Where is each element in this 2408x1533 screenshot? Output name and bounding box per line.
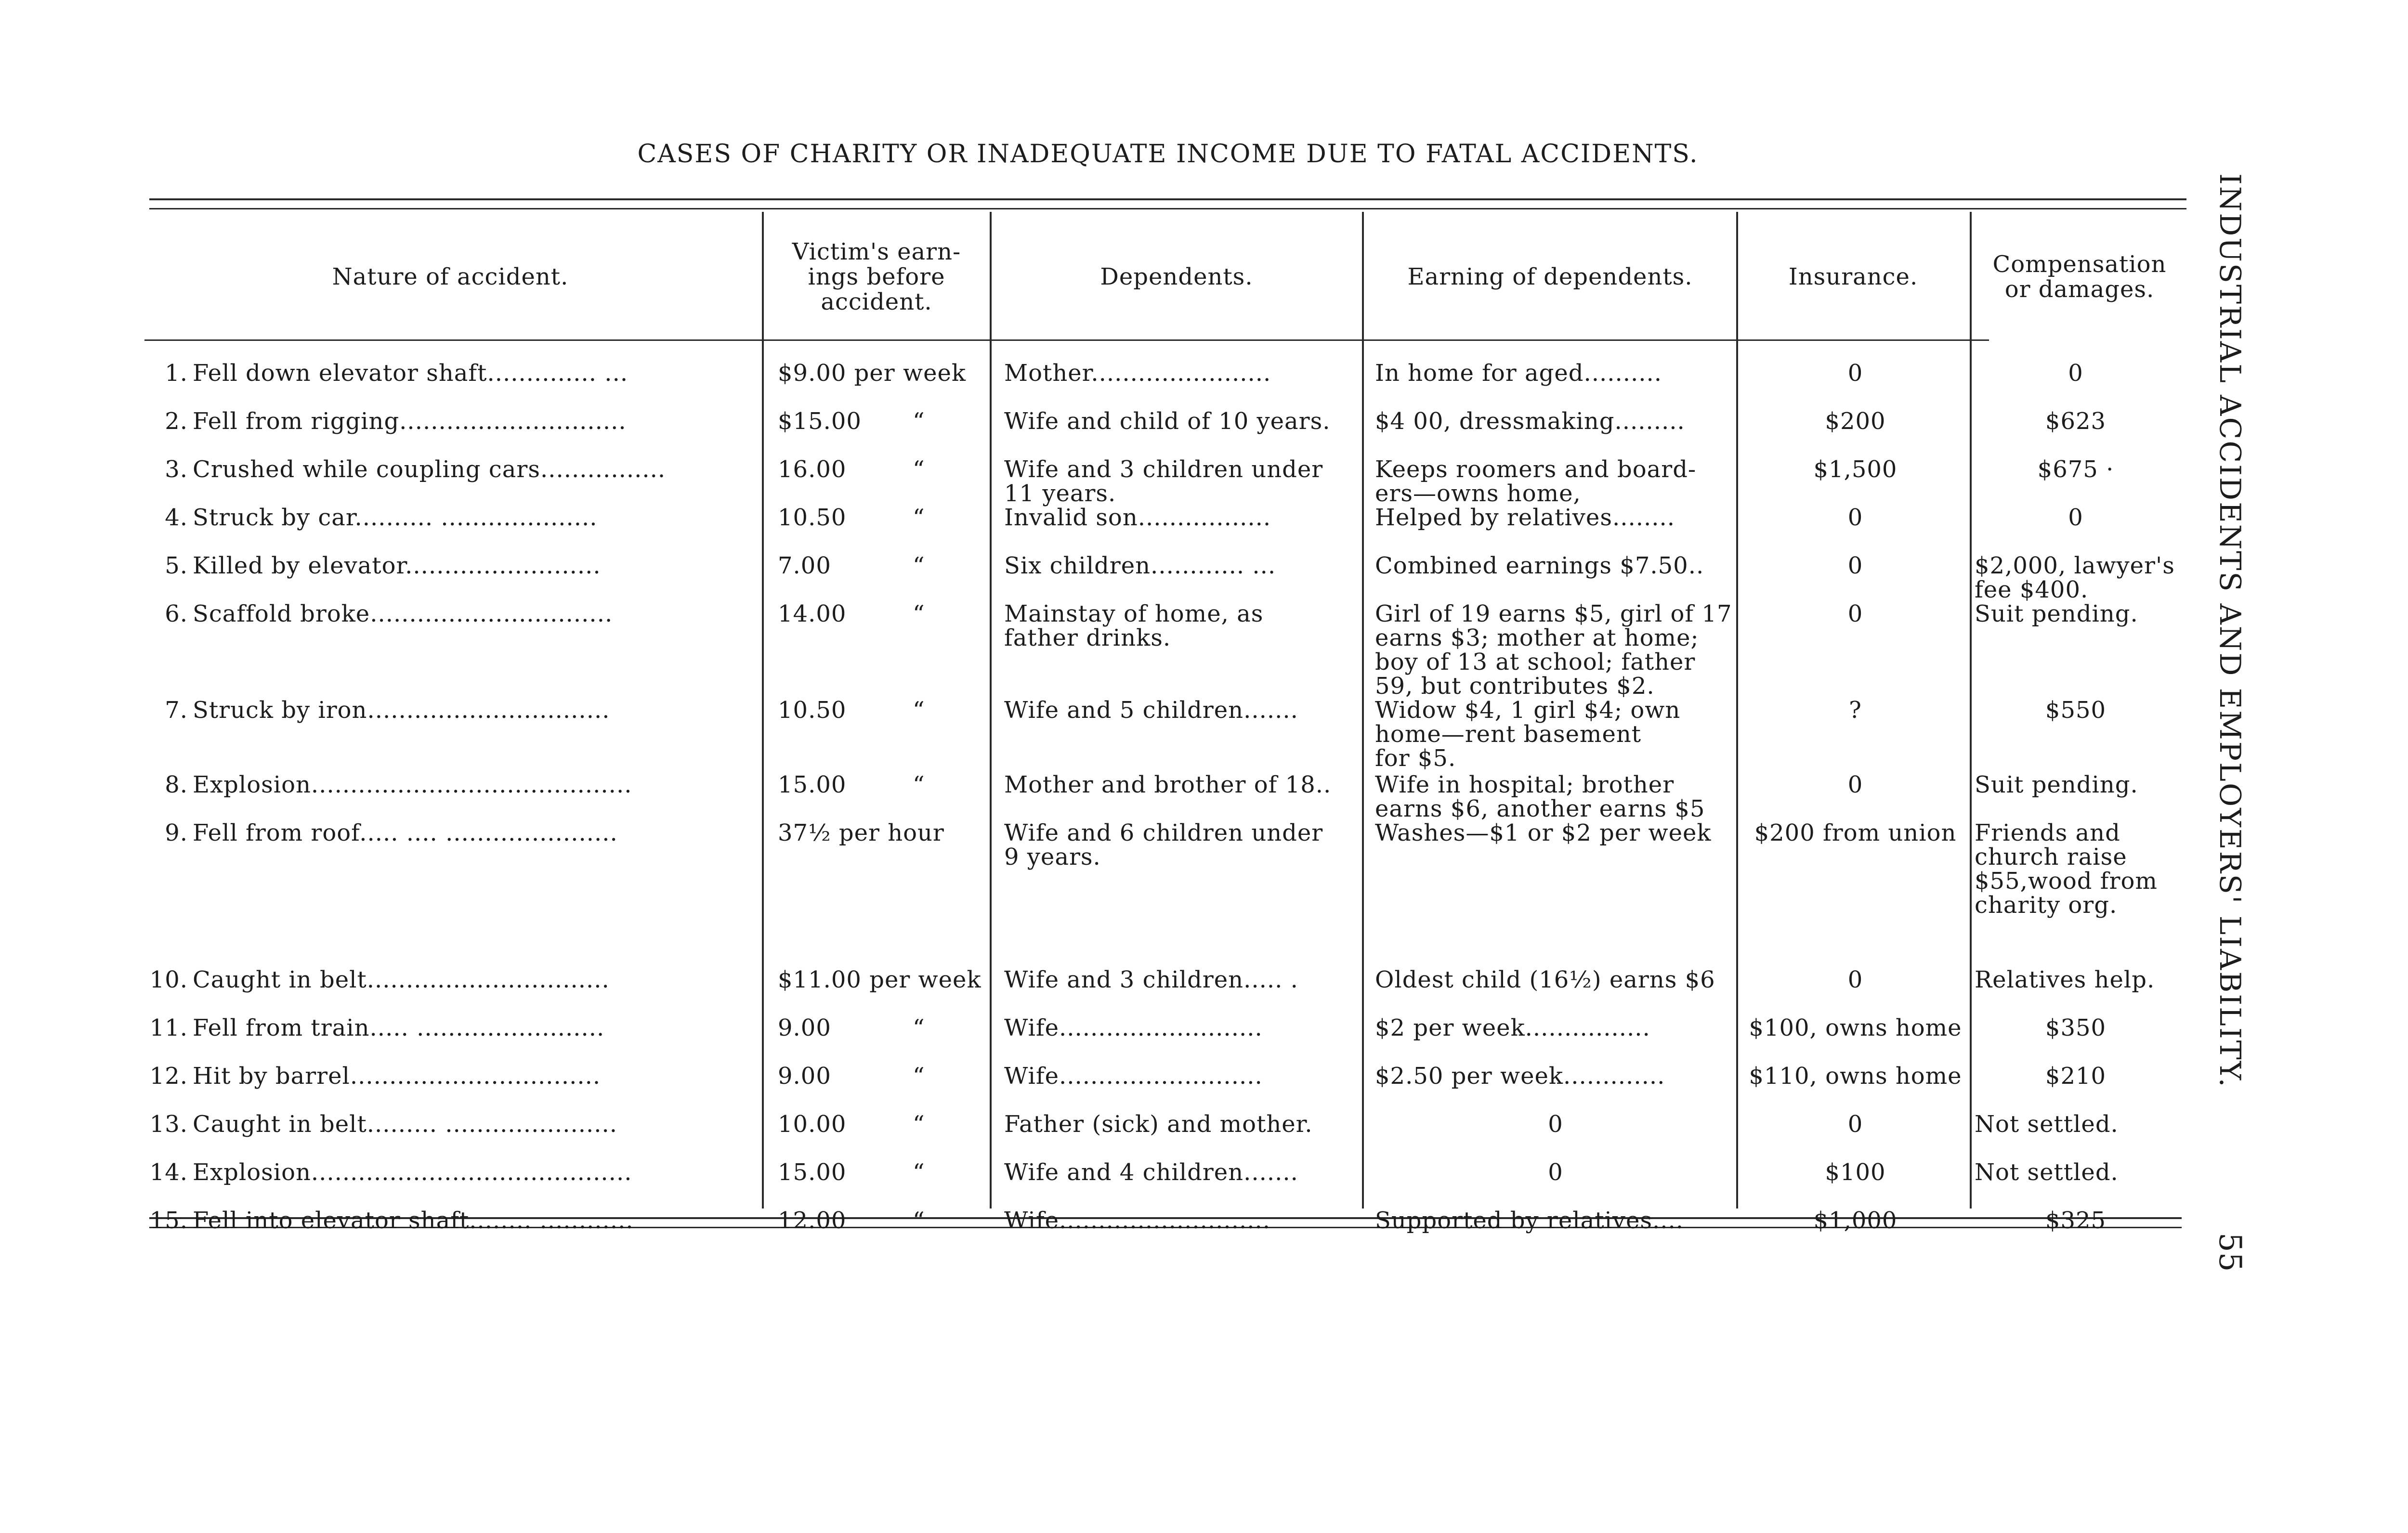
cell-comp: Suit pending. (1975, 771, 2138, 798)
cell-comp: Relatives help. (1975, 966, 2155, 993)
cell-dep-earn: Widow $4, 1 girl $4; own home—rent basement for $5. (1375, 697, 1681, 772)
cell-earn-unit: “ (913, 1111, 925, 1138)
cell-earn-unit: “ (913, 1063, 925, 1090)
cell-earn-amt: $9.00 per week (778, 360, 966, 387)
cell-insurance: $100 (1825, 1159, 1886, 1186)
header-dependent-earnings: Earning of dependents. (1407, 263, 1693, 290)
top-rule (149, 198, 2186, 200)
cell-earn-amt: $15.00 (778, 408, 862, 435)
cell-dep-earn: In home for aged.......... (1375, 360, 1662, 387)
cell-earn-unit: “ (913, 504, 925, 531)
cell-insurance: $200 from union (1754, 819, 1957, 846)
column-divider (990, 212, 992, 1208)
cell-earn-unit: “ (913, 552, 925, 579)
cell-nature: Fell from rigging............................. (193, 408, 627, 435)
cell-insurance: $1,500 (1813, 456, 1898, 483)
cell-dependents: Mainstay of home, as father drinks. (1004, 600, 1264, 651)
cell-comp: Not settled. (1975, 1159, 2119, 1186)
header-compensation: Compensation or damages. (1992, 251, 2167, 303)
cell-earn-amt: 10.50 (778, 697, 847, 724)
cell-nature: Caught in belt......... ...................... (193, 1111, 617, 1138)
cell-dep-earn: $2 per week................ (1375, 1014, 1650, 1041)
cell-dependents: Wife and 5 children....... (1004, 697, 1298, 724)
cell-num: 9. (165, 819, 188, 846)
cell-insurance: 0 (1847, 504, 1863, 531)
cell-earn-unit: “ (913, 1159, 925, 1186)
cell-earn-amt: 16.00 (778, 456, 847, 483)
cell-insurance: $1,000 (1813, 1207, 1898, 1234)
cell-dep-earn: Washes—$1 or $2 per week (1375, 819, 1712, 846)
cell-insurance: $110, owns home (1749, 1063, 1962, 1090)
cell-earn-unit: “ (913, 1207, 925, 1234)
cell-comp: $2,000, lawyer's fee $400. (1975, 552, 2175, 603)
cell-dependents: Wife.......................... (1004, 1063, 1263, 1090)
cell-num: 15. (149, 1207, 188, 1234)
cell-dependents: Wife and 4 children....... (1004, 1159, 1298, 1186)
cell-comp: $675 · (2037, 456, 2114, 483)
cell-dep-earn: $2.50 per week............. (1375, 1063, 1665, 1090)
header-nature: Nature of accident. (332, 263, 569, 290)
cell-earn-amt: 12.00 (778, 1207, 847, 1234)
cell-earn-amt: $11.00 per week (778, 966, 982, 993)
cell-nature: Struck by car.......... .................... (193, 504, 598, 531)
cell-insurance: ? (1849, 697, 1862, 724)
cell-insurance: 0 (1847, 600, 1863, 627)
cell-dep-earn: 0 (1548, 1111, 1563, 1138)
cell-comp: $623 (2045, 408, 2107, 435)
cell-dep-earn: Helped by relatives........ (1375, 504, 1675, 531)
cell-dependents: Wife and 3 children under 11 years. (1004, 456, 1323, 507)
cell-comp: $210 (2045, 1063, 2107, 1090)
cell-comp: $550 (2045, 697, 2107, 724)
top-rule-2 (149, 208, 2186, 209)
header-insurance: Insurance. (1788, 263, 1918, 290)
cell-dep-earn: Wife in hospital; brother earns $6, another earns $5 (1375, 771, 1705, 822)
cell-insurance: 0 (1847, 552, 1863, 579)
column-divider (1970, 212, 1972, 1208)
cell-num: 6. (165, 600, 188, 627)
cell-insurance: 0 (1847, 771, 1863, 798)
cell-dependents: Father (sick) and mother. (1004, 1111, 1313, 1138)
cell-insurance: 0 (1847, 1111, 1863, 1138)
cell-earn-amt: 9.00 (778, 1063, 831, 1090)
cell-earn-amt: 15.00 (778, 1159, 847, 1186)
cell-num: 4. (165, 504, 188, 531)
cell-num: 14. (149, 1159, 188, 1186)
cell-comp: 0 (2068, 504, 2083, 531)
cell-nature: Fell down elevator shaft.............. ... (193, 360, 628, 387)
cell-nature: Caught in belt............................... (193, 966, 610, 993)
cell-num: 1. (165, 360, 188, 387)
cell-dependents: Wife and 3 children..... . (1004, 966, 1298, 993)
running-head: INDUSTRIAL ACCIDENTS AND EMPLOYERS' LIABILITY. (2213, 173, 2247, 1089)
cell-dep-earn: Supported by relatives.... (1375, 1207, 1684, 1234)
cell-earn-amt: 10.00 (778, 1111, 847, 1138)
cell-earn-amt: 9.00 (778, 1014, 831, 1041)
cell-num: 13. (149, 1111, 188, 1138)
cell-comp: Suit pending. (1975, 600, 2138, 627)
page-number: 55 (2212, 1233, 2248, 1272)
cell-comp: 0 (2068, 360, 2083, 387)
cell-earn-amt: 10.50 (778, 504, 847, 531)
cell-nature: Crushed while coupling cars................ (193, 456, 666, 483)
cell-num: 5. (165, 552, 188, 579)
cell-comp: $350 (2045, 1014, 2107, 1041)
cell-insurance: $100, owns home (1749, 1014, 1962, 1041)
cell-dependents: Wife.......................... (1004, 1014, 1263, 1041)
header-dependents: Dependents. (1100, 263, 1253, 290)
cell-dependents: Mother and brother of 18.. (1004, 771, 1332, 798)
cell-num: 2. (165, 408, 188, 435)
cell-dep-earn: Keeps roomers and board- ers—owns home, (1375, 456, 1697, 507)
cell-nature: Fell from roof..... .... ...................... (193, 819, 618, 846)
column-divider (762, 212, 764, 1208)
cell-earn-unit: “ (913, 771, 925, 798)
cell-nature: Explosion......................................... (193, 771, 632, 798)
cell-nature: Scaffold broke............................... (193, 600, 613, 627)
cell-nature: Fell into elevator shaft........ ............ (193, 1207, 634, 1234)
cell-earn-unit: “ (913, 456, 925, 483)
cell-num: 3. (165, 456, 188, 483)
cell-earn-amt: 37½ per hour (778, 819, 944, 846)
cell-earn-amt: 7.00 (778, 552, 831, 579)
cell-num: 11. (149, 1014, 188, 1041)
cell-num: 8. (165, 771, 188, 798)
cell-nature: Hit by barrel................................ (193, 1063, 601, 1090)
cell-dependents: Invalid son................. (1004, 504, 1271, 531)
cell-dependents: Wife........................... (1004, 1207, 1270, 1234)
cell-insurance: $200 (1825, 408, 1886, 435)
cell-dep-earn: Oldest child (16½) earns $6 (1375, 966, 1715, 993)
cell-comp: Friends and church raise $55,wood from charity org. (1975, 819, 2158, 919)
cell-num: 10. (149, 966, 188, 993)
cell-dependents: Six children............ ... (1004, 552, 1276, 579)
cell-earn-unit: “ (913, 600, 925, 627)
cell-comp: Not settled. (1975, 1111, 2119, 1138)
cell-dependents: Wife and 6 children under 9 years. (1004, 819, 1323, 870)
cell-dependents: Wife and child of 10 years. (1004, 408, 1331, 435)
cell-earn-unit: “ (913, 408, 925, 435)
cell-insurance: 0 (1847, 966, 1863, 993)
cell-nature: Killed by elevator......................... (193, 552, 601, 579)
cell-dep-earn: Combined earnings $7.50.. (1375, 552, 1704, 579)
column-divider (1362, 212, 1364, 1208)
cell-num: 7. (165, 697, 188, 724)
cell-dep-earn: Girl of 19 earns $5, girl of 17 earns $3; mother at home; boy of 13 at school; father 59, but contributes $2. (1375, 600, 1732, 700)
cell-nature: Fell from train..... ........................ (193, 1014, 605, 1041)
column-divider (1736, 212, 1738, 1208)
cell-comp: $325 (2045, 1207, 2107, 1234)
cell-nature: Struck by iron............................... (193, 697, 610, 724)
cell-nature: Explosion......................................... (193, 1159, 632, 1186)
cell-num: 12. (149, 1063, 188, 1090)
table-title: CASES OF CHARITY OR INADEQUATE INCOME DUE TO FATAL ACCIDENTS. (637, 140, 1699, 169)
cell-dep-earn: 0 (1548, 1159, 1563, 1186)
cell-earn-amt: 15.00 (778, 771, 847, 798)
header-rule (144, 339, 1989, 341)
cell-earn-unit: “ (913, 1014, 925, 1041)
cell-earn-unit: “ (913, 697, 925, 724)
cell-earn-amt: 14.00 (778, 600, 847, 627)
cell-dependents: Mother....................... (1004, 360, 1271, 387)
cell-dep-earn: $4 00, dressmaking......... (1375, 408, 1685, 435)
cell-insurance: 0 (1847, 360, 1863, 387)
header-earnings: Victim's earn- ings before accident. (792, 238, 961, 315)
